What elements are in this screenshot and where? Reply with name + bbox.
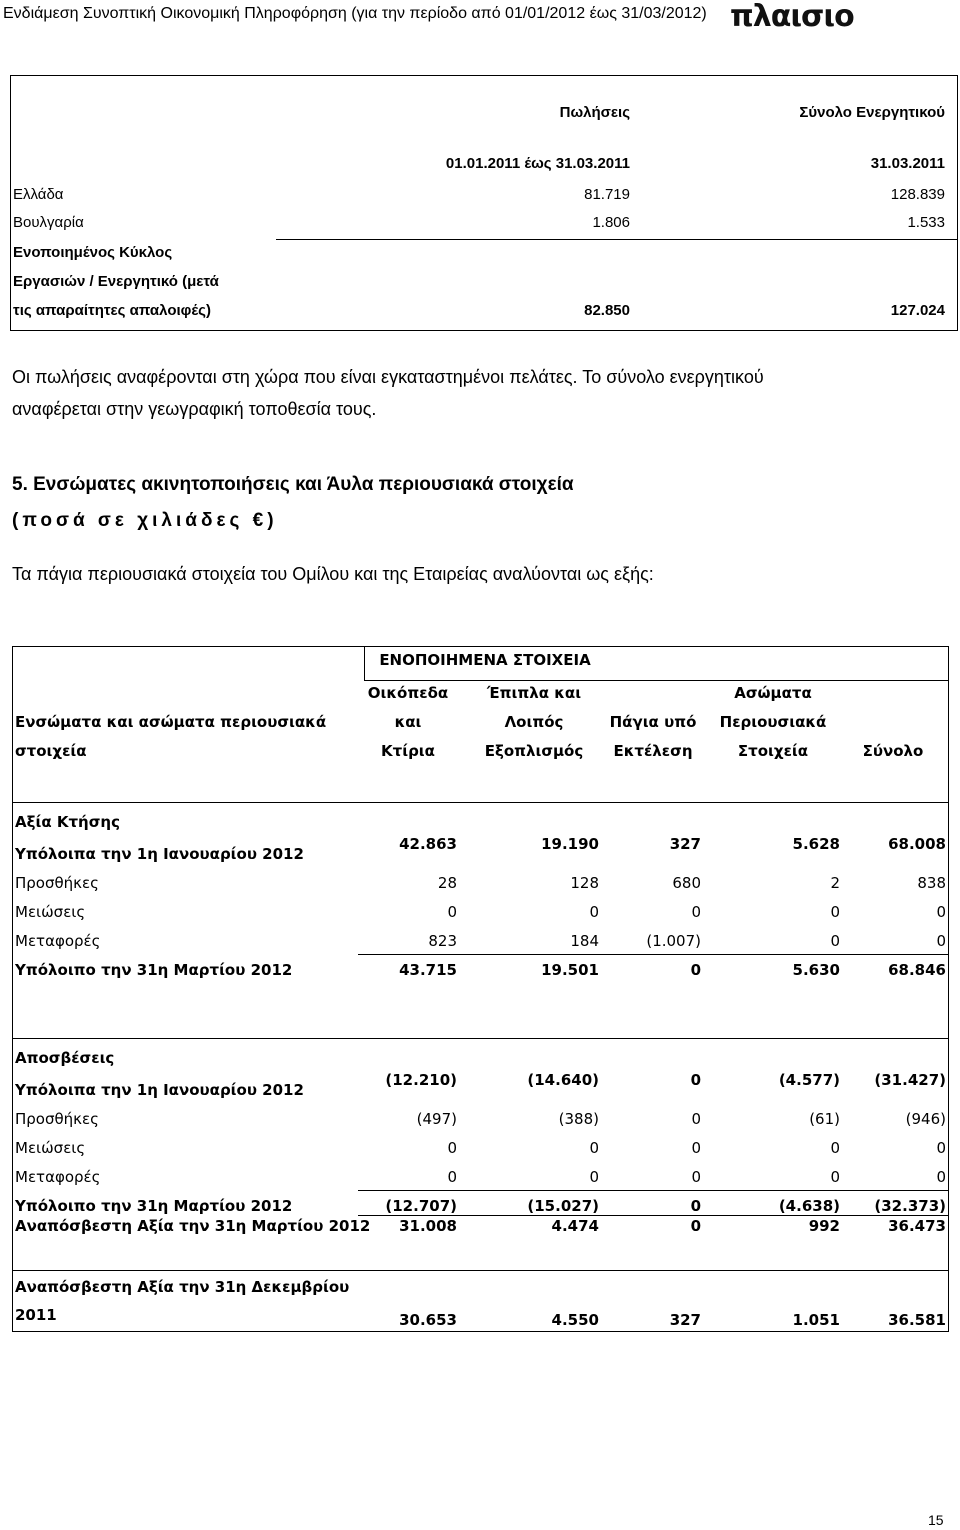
subtotal-rule xyxy=(276,239,958,240)
depr-value: 31.008 xyxy=(399,1217,457,1235)
group-header: ΕΝΟΠΟΙΗΜΕΝΑ ΣΤΟΙΧΕΙΑ xyxy=(379,651,591,669)
depr-value: (32.373) xyxy=(874,1197,946,1215)
cost-value: 0 xyxy=(936,903,946,921)
depr-value: (14.640) xyxy=(527,1071,599,1089)
document-header-title: Ενδιάμεση Συνοπτική Οικονομική Πληροφόρηση (για την περίοδο από 01/01/2012 έως 31/03/2012) xyxy=(3,5,707,22)
nbv-dec-label-line1: Αναπόσβεστη Αξία την 31η Δεκεμβρίου xyxy=(15,1278,350,1296)
depr-value: 36.473 xyxy=(888,1217,946,1235)
section-title: 5. Ενσώματες ακινητοποιήσεις και Άυλα περιουσιακά στοιχεία xyxy=(12,474,574,495)
nbv-dec-value: 4.550 xyxy=(551,1311,599,1329)
row-header-line1: Ενσώματα και ασώματα περιουσιακά xyxy=(15,713,327,731)
depr-value: (946) xyxy=(905,1110,946,1128)
depr-row-label: Υπόλοιπο την 31η Μαρτίου 2012 xyxy=(15,1197,293,1215)
depr-value: (4.638) xyxy=(778,1197,840,1215)
cost-row-label: Μειώσεις xyxy=(15,903,86,921)
section-intro: Τα πάγια περιουσιακά στοιχεία του Ομίλου και της Εταιρείας αναλύονται ως εξής: xyxy=(12,564,654,584)
depr-value: 0 xyxy=(691,1110,701,1128)
total-label-line2: Εργασιών / Ενεργητικό (μετά xyxy=(13,273,219,290)
depr-row-label: Μεταφορές xyxy=(15,1168,101,1186)
assets-left-border xyxy=(12,646,13,1332)
depr-value: 0 xyxy=(691,1139,701,1157)
depr-row-label: Υπόλοιπα την 1η Ιανουαρίου 2012 xyxy=(15,1081,304,1099)
col-intangible-l3: Στοιχεία xyxy=(737,742,809,760)
depr-value: 992 xyxy=(808,1217,840,1235)
cost-value: 823 xyxy=(428,932,457,950)
col-total-l3: Σύνολο xyxy=(862,742,924,760)
depr-value: 0 xyxy=(690,1197,701,1215)
nbv-section-top-border xyxy=(12,1270,949,1271)
nbv-dec-value: 36.581 xyxy=(888,1311,946,1329)
cost-value: 68.008 xyxy=(888,835,946,853)
col-land-l1: Οικόπεδα xyxy=(367,684,449,702)
cost-row-label: Υπόλοιπα την 1η Ιανουαρίου 2012 xyxy=(15,845,304,863)
depr-value: 0 xyxy=(690,1217,701,1235)
greece-assets: 128.839 xyxy=(890,186,945,203)
depr-value: 4.474 xyxy=(551,1217,599,1235)
depr-row-label: Προσθήκες xyxy=(15,1110,99,1128)
col-construction-l2: Πάγια υπό xyxy=(609,713,697,731)
depr-value: (61) xyxy=(809,1110,840,1128)
cost-value: 2 xyxy=(830,874,840,892)
cost-value: 0 xyxy=(690,961,701,979)
depr-value: 0 xyxy=(830,1168,840,1186)
depr-value: 0 xyxy=(936,1139,946,1157)
cost-row-label: Προσθήκες xyxy=(15,874,99,892)
cost-value: 19.190 xyxy=(541,835,599,853)
assets-top-border xyxy=(12,646,949,647)
depr-value: (4.577) xyxy=(778,1071,840,1089)
total-label-line3: τις απαραίτητες απαλοιφές) xyxy=(13,302,211,319)
col-land-l3: Κτίρια xyxy=(381,742,435,760)
cost-value: 128 xyxy=(570,874,599,892)
nbv-dec-value: 327 xyxy=(669,1311,701,1329)
depr-section-title: Αποσβέσεις xyxy=(15,1049,115,1067)
total-label-line1: Ενοποιημένος Κύκλος xyxy=(13,244,173,261)
depr-value: 0 xyxy=(936,1168,946,1186)
plaisio-logo: πλαισιο xyxy=(730,0,854,34)
note-line-1: Οι πωλήσεις αναφέρονται στη χώρα που είναι εγκαταστημένοι πελάτες. Το σύνολο ενεργητικού xyxy=(12,367,764,387)
group-header-border xyxy=(364,680,949,681)
cost-value: 5.628 xyxy=(792,835,840,853)
depr-value: (12.707) xyxy=(385,1197,457,1215)
col-header-total-assets: Σύνολο Ενεργητικού xyxy=(799,104,945,121)
cost-value: 28 xyxy=(437,874,457,892)
col-land-l2: και xyxy=(394,713,422,731)
table-left-border xyxy=(10,75,11,330)
depr-value: 0 xyxy=(447,1139,457,1157)
nbv-dec-label-line2: 2011 xyxy=(15,1306,57,1324)
nbv-dec-value: 1.051 xyxy=(792,1311,840,1329)
depr-row-label: Αναπόσβεστη Αξία την 31η Μαρτίου 2012 xyxy=(15,1217,371,1235)
row-header-line2: στοιχεία xyxy=(15,742,87,760)
depr-value: 0 xyxy=(447,1168,457,1186)
nbv-subtotal-rule xyxy=(358,1215,948,1216)
cost-section-title: Αξία Κτήσης xyxy=(15,813,120,831)
note-line-2: αναφέρεται στην γεωγραφική τοποθεσία τους. xyxy=(12,399,377,419)
cost-row-label: Μεταφορές xyxy=(15,932,101,950)
depr-section-top-border xyxy=(12,1038,949,1039)
col-intangible-l1: Ασώματα xyxy=(734,684,812,702)
cost-value: 0 xyxy=(830,932,840,950)
col-furniture-l2: Λοιπός xyxy=(504,713,564,731)
total-sales: 82.850 xyxy=(584,302,630,319)
cost-value: 43.715 xyxy=(399,961,457,979)
cost-value: (1.007) xyxy=(646,932,701,950)
cost-value: 838 xyxy=(917,874,946,892)
depr-row-label: Μειώσεις xyxy=(15,1139,86,1157)
depr-value: (388) xyxy=(558,1110,599,1128)
depr-value: (497) xyxy=(416,1110,457,1128)
cost-subtotal-rule xyxy=(358,954,948,955)
cost-value: 68.846 xyxy=(888,961,946,979)
cost-value: 19.501 xyxy=(541,961,599,979)
cost-section-top-border xyxy=(12,802,949,803)
cost-value: 680 xyxy=(672,874,701,892)
row-label-bulgaria: Βουλγαρία xyxy=(13,214,84,231)
period-header-sales: 01.01.2011 έως 31.03.2011 xyxy=(445,155,630,172)
col-construction-l3: Εκτέλεση xyxy=(613,742,693,760)
bulgaria-assets: 1.533 xyxy=(907,214,945,231)
cost-value: 0 xyxy=(447,903,457,921)
depr-value: 0 xyxy=(691,1168,701,1186)
period-header-assets: 31.03.2011 xyxy=(870,155,945,172)
col-furniture-l1: Έπιπλα και xyxy=(486,684,582,702)
col-intangible-l2: Περιουσιακά xyxy=(719,713,827,731)
col-furniture-l3: Εξοπλισμός xyxy=(484,742,584,760)
depr-value: (15.027) xyxy=(527,1197,599,1215)
cost-value: 5.630 xyxy=(792,961,840,979)
depr-value: (31.427) xyxy=(874,1071,946,1089)
depr-value: 0 xyxy=(589,1139,599,1157)
depr-value: 0 xyxy=(830,1139,840,1157)
cost-value: 0 xyxy=(830,903,840,921)
row-label-greece: Ελλάδα xyxy=(13,186,64,203)
page-number: 15 xyxy=(928,1512,944,1528)
depr-value: 0 xyxy=(589,1168,599,1186)
greece-sales: 81.719 xyxy=(584,186,630,203)
col-header-sales: Πωλήσεις xyxy=(559,104,630,121)
table-right-border xyxy=(957,75,958,330)
cost-value: 184 xyxy=(570,932,599,950)
cost-value: 42.863 xyxy=(399,835,457,853)
depr-value: (12.210) xyxy=(385,1071,457,1089)
nbv-dec-value: 30.653 xyxy=(399,1311,457,1329)
cost-row-label: Υπόλοιπο την 31η Μαρτίου 2012 xyxy=(15,961,293,979)
section-subtitle: (ποσά σε χιλιάδες €) xyxy=(12,510,278,531)
table-bottom-border xyxy=(10,330,958,331)
cost-value: 0 xyxy=(691,903,701,921)
table-top-border xyxy=(10,75,958,76)
total-assets: 127.024 xyxy=(890,302,945,319)
depr-subtotal-rule xyxy=(358,1190,948,1191)
assets-bottom-border xyxy=(12,1331,949,1332)
depr-value: 0 xyxy=(690,1071,701,1089)
cost-value: 0 xyxy=(589,903,599,921)
bulgaria-sales: 1.806 xyxy=(592,214,630,231)
cost-value: 327 xyxy=(669,835,701,853)
cost-value: 0 xyxy=(936,932,946,950)
